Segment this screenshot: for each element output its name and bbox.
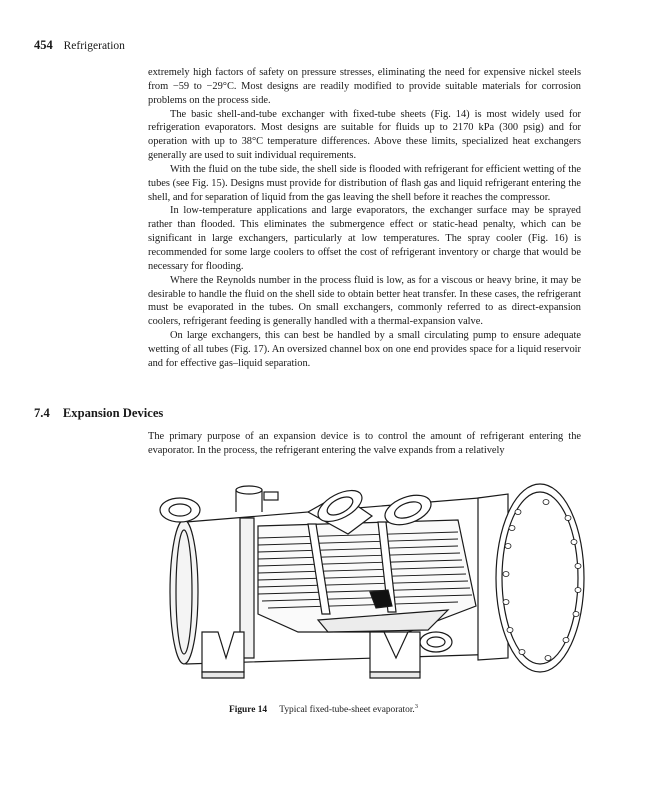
- left-flange: [170, 520, 198, 664]
- figure-caption: [0, 703, 647, 715]
- section-number: 7.4: [34, 406, 50, 420]
- paragraph: The primary purpose of an expansion device is to control the amount of refrigerant entering the evaporator. In the process, the refrigerant entering the valve expands from a relatively: [148, 431, 581, 456]
- running-title: Refrigeration: [63, 40, 125, 52]
- paragraph: On large exchangers, this can best be handled by a small circulating pump to ensure adequate wetting of all tubes (Fig. 17). An oversized channel box on one end provides space for a liquid reservoir and for effective gas–liquid separation.: [148, 330, 581, 369]
- running-header: [34, 38, 125, 53]
- caption-text: Typical fixed-tube-sheet evaporator.: [279, 705, 415, 716]
- paragraph: With the fluid on the tube side, the shell side is flooded with refrigerant for efficient wetting of the tubes (see Fig. 15). Designs must provide for distribution of flash gas and liquid refrigerant entering the shell, and for separation of liquid from the gas leaving the shell before it reaches the compressor.: [148, 163, 581, 203]
- caption-reference: 3: [414, 703, 419, 710]
- body-text: [148, 66, 581, 371]
- figure-label: Figure 14: [228, 705, 268, 716]
- end-cover: [496, 484, 584, 672]
- page-number: 454: [34, 38, 53, 52]
- evaporator-figure: [158, 482, 588, 682]
- paragraph: extremely high factors of safety on pressure stresses, eliminating the need for expensive nickel steels from −59 to −29°C. Most designs are readily modified to provide suitable materials for corrosion problems on the process side.: [148, 67, 581, 106]
- paragraph: The basic shell-and-tube exchanger with fixed-tube sheets (Fig. 14) is most widely used for refrigeration evaporators. Most designs are suitable for fluids up to 2170 kPa (300 psig) and for operation with up to 38°C temperature differences. Above these limits, specialized heat exchangers generally are used to suit individual requirements.: [148, 108, 581, 162]
- section-title: Expansion Devices: [62, 406, 164, 420]
- section-body: [148, 430, 581, 458]
- paragraph: In low-temperature applications and large evaporators, the exchanger surface may be sprayed rather than flooded. This eliminates the submergence effect or static-head penalty, which can be significant in large exchangers, particularly at low temperatures. The spray cooler (Fig. 16) is recommended for some large coolers to offset the cost of refrigerant inventory or charge that would be necessary for flooding.: [148, 205, 581, 272]
- top-nozzle: [236, 486, 278, 512]
- paragraph: Where the Reynolds number in the process fluid is low, as for a viscous or heavy brine, it may be desirable to handle the fluid on the shell side to obtain better heat transfer. In these cases, the refrigerant must be evaporated in the tubes. On small exchangers, commonly referred to as direct-expansion coolers, refrigerant feeding is generally handled with a thermal-expansion valve.: [148, 274, 581, 328]
- section-heading: [34, 406, 163, 421]
